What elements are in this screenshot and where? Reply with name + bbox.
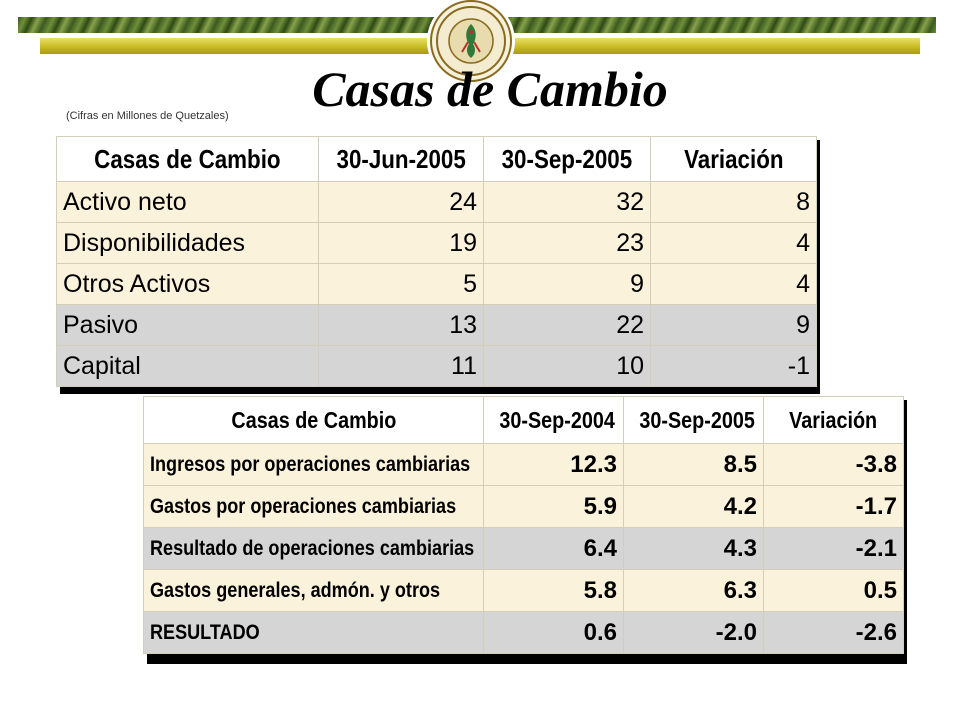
- table-header-row: [144, 397, 904, 444]
- table-row: [57, 264, 817, 305]
- cell-value: -3.8: [764, 444, 904, 486]
- row-label: Capital: [57, 346, 319, 387]
- cell-value: -1: [651, 346, 817, 387]
- cell-value: 9: [484, 264, 651, 305]
- table-row: [144, 612, 904, 654]
- table-row: [57, 182, 817, 223]
- cell-value: 11: [319, 346, 484, 387]
- row-label: Ingresos por operaciones cambiarias: [144, 444, 484, 486]
- row-label: Resultado de operaciones cambiarias: [144, 528, 484, 570]
- table-row: [144, 486, 904, 528]
- results-table: [143, 396, 904, 654]
- cell-value: 9: [651, 305, 817, 346]
- cell-value: 13: [319, 305, 484, 346]
- cell-value: 8.5: [624, 444, 764, 486]
- cell-value: 19: [319, 223, 484, 264]
- cell-value: 5: [319, 264, 484, 305]
- column-header: 30-Jun-2005: [319, 137, 484, 182]
- column-header: Casas de Cambio: [57, 137, 319, 182]
- table-row: [144, 444, 904, 486]
- column-header: 30-Sep-2005: [624, 397, 764, 444]
- balance-table: [56, 136, 817, 387]
- cell-value: 0.6: [484, 612, 624, 654]
- table-row: [57, 223, 817, 264]
- cell-value: 6.3: [624, 570, 764, 612]
- column-header: Casas de Cambio: [144, 397, 484, 444]
- cell-value: 5.9: [484, 486, 624, 528]
- column-header: Variación: [651, 137, 817, 182]
- row-label: Disponibilidades: [57, 223, 319, 264]
- cell-value: 32: [484, 182, 651, 223]
- row-label: Otros Activos: [57, 264, 319, 305]
- column-header: 30-Sep-2004: [484, 397, 624, 444]
- row-label: Activo neto: [57, 182, 319, 223]
- cell-value: 4: [651, 264, 817, 305]
- cell-value: 23: [484, 223, 651, 264]
- cell-value: 0.5: [764, 570, 904, 612]
- table-row: [57, 346, 817, 387]
- table-row: [57, 305, 817, 346]
- row-label: Pasivo: [57, 305, 319, 346]
- table-row: [144, 570, 904, 612]
- column-header: 30-Sep-2005: [484, 137, 651, 182]
- cell-value: 6.4: [484, 528, 624, 570]
- page-title: Casas de Cambio: [312, 61, 668, 117]
- table-header-row: [57, 137, 817, 182]
- cell-value: 22: [484, 305, 651, 346]
- row-label: Gastos generales, admón. y otros: [144, 570, 484, 612]
- cell-value: 4.2: [624, 486, 764, 528]
- cell-value: -2.1: [764, 528, 904, 570]
- row-label: RESULTADO: [144, 612, 484, 654]
- cell-value: 4: [651, 223, 817, 264]
- cell-value: 10: [484, 346, 651, 387]
- cell-value: -2.6: [764, 612, 904, 654]
- column-header: Variación: [764, 397, 904, 444]
- units-note: (Cifras en Millones de Quetzales): [66, 110, 229, 122]
- cell-value: 5.8: [484, 570, 624, 612]
- cell-value: 4.3: [624, 528, 764, 570]
- row-label: Gastos por operaciones cambiarias: [144, 486, 484, 528]
- cell-value: -2.0: [624, 612, 764, 654]
- cell-value: 12.3: [484, 444, 624, 486]
- cell-value: 8: [651, 182, 817, 223]
- cell-value: 24: [319, 182, 484, 223]
- table-row: [144, 528, 904, 570]
- cell-value: -1.7: [764, 486, 904, 528]
